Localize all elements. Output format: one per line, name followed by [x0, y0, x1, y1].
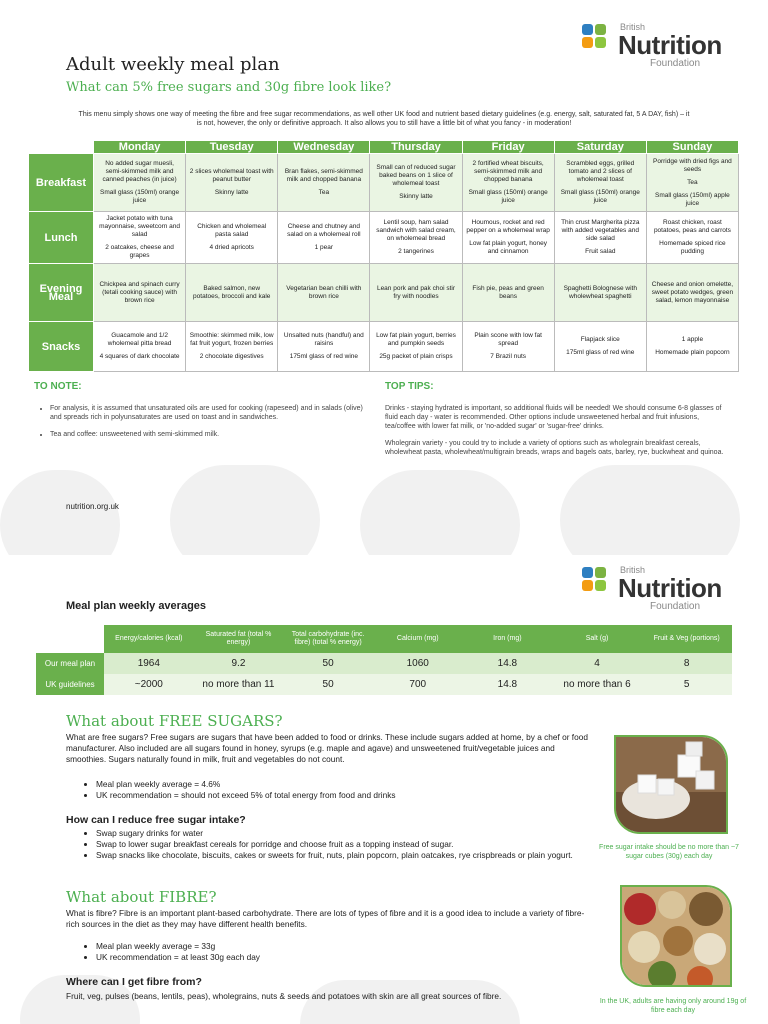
meal-cell — [646, 322, 738, 372]
meal-extra: 2 chocolate digestives — [199, 353, 264, 360]
fibre-caption: In the UK, adults are having only around 19g of fibre each day — [599, 998, 747, 1014]
meal-cell — [278, 154, 370, 212]
meal-extra: 1 pear — [314, 244, 334, 251]
fibre-heading: What about FIBRE? — [66, 888, 217, 906]
bnf-logo: British Nutrition Foundation — [582, 24, 742, 74]
free-sugars-text: What are free sugars? Free sugars are sugars that have been added to food or drinks. These include sugars added at home, by a chef or food manufacturer. Also included are all sugars found in honey, syrups (e.g. maple and agave) and unsweetened fruit/vegetable juices and smoothies. Sugars naturally found in milk, fruit and vegetables do not count. — [66, 732, 588, 764]
meal-main: Jacket potato with tuna mayonnaise, sweetcorn and salad — [99, 215, 181, 238]
meal-cell — [646, 212, 738, 264]
table-cell: 5 — [642, 674, 732, 695]
meal-extra: 2 oatcakes, cheese and grapes — [105, 244, 174, 259]
meal-extra: Low fat plain yogurt, honey and cinnamon — [469, 240, 547, 255]
meal-row — [29, 264, 739, 322]
table-cell: 50 — [283, 674, 373, 695]
meal-cell — [462, 322, 554, 372]
tip-text: Drinks - staying hydrated is important, so additional fluids will be needed! We should consume 6-8 glasses of fluid each day - water is recommended. Other options include unsweetened herbal and fruit infusions, tea/coffee with lower fat milk, or 'no-added sugar' or 'sugar-free' drinks. — [385, 405, 722, 430]
list-item: • Swap sugary drinks for water — [96, 828, 606, 839]
table-cell: 14.8 — [463, 674, 553, 695]
table-cell: 8 — [642, 653, 732, 675]
meal-cell — [278, 212, 370, 264]
meal-main: 2 slices wholemeal toast with peanut butter — [189, 168, 274, 183]
reduce-sugar-bullets — [82, 828, 606, 861]
bnf-logo: British Nutrition Foundation — [582, 567, 742, 617]
column-header: Total carbohydrate (inc. fibre) (total % energy) — [283, 626, 373, 653]
meal-main: Spaghetti Bolognese with wholewheat spaghetti — [563, 284, 637, 300]
meal-cell — [186, 264, 278, 322]
meal-extra: Fruit salad — [585, 248, 616, 255]
meal-label: Lunch — [29, 212, 94, 264]
meal-main: Cheese and onion omelette, sweet potato wedges, green salad, lemon mayonnaise — [651, 280, 734, 304]
column-header: Salt (g) — [552, 626, 642, 653]
meal-cell — [94, 212, 186, 264]
meal-row — [29, 322, 739, 372]
list-item: • Meal plan weekly average = 4.6% — [96, 779, 606, 790]
day-header: Thursday — [370, 141, 462, 154]
day-header-row — [29, 141, 739, 154]
meal-main: Chicken and wholemeal pasta salad — [197, 223, 267, 238]
meal-extra: 175ml glass of red wine — [566, 349, 635, 356]
meal-plan-table — [28, 140, 739, 372]
fibre-bullets — [82, 941, 606, 963]
meal-main: Scrambled eggs, grilled tomato and 2 slices of wholemeal toast — [566, 160, 635, 183]
list-item: • UK recommendation = should not exceed 5% of total energy from food and drinks — [96, 790, 606, 801]
meal-cell — [94, 154, 186, 212]
day-header: Wednesday — [278, 141, 370, 154]
background-watermark — [0, 470, 120, 555]
meal-extra: 2 tangerines — [398, 248, 434, 255]
meal-main: Fish pie, peas and green beans — [472, 284, 544, 300]
list-item: • UK recommendation = at least 30g each day — [96, 952, 606, 963]
meal-main: Lentil soup, ham salad sandwich with salad cream, on wholemeal bread — [376, 219, 456, 242]
table-cell: 14.8 — [463, 653, 553, 675]
meal-main: Cheese and chutney and salad on a wholemeal roll — [287, 223, 361, 238]
to-note-list — [38, 404, 374, 447]
to-note-heading: TO NOTE: — [34, 381, 82, 392]
meal-cell — [370, 264, 462, 322]
meal-cell — [186, 154, 278, 212]
meal-main: 1 apple — [681, 336, 704, 343]
meal-extra: 175ml glass of red wine — [289, 353, 358, 360]
meal-extra: Small glass (150ml) orange juice — [100, 189, 180, 204]
free-sugars-bullets — [82, 779, 606, 801]
list-item: • Meal plan weekly average = 33g — [96, 941, 606, 952]
table-cell: ~2000 — [104, 674, 194, 695]
day-header: Friday — [462, 141, 554, 154]
website-link[interactable]: nutrition.org.uk — [66, 502, 119, 511]
meal-main: No added sugar muesli, semi-skimmed milk and canned peaches (in juice) — [102, 160, 177, 183]
sugar-cubes-image — [614, 735, 728, 834]
meal-cell — [370, 212, 462, 264]
meal-main: 2 fortified wheat biscuits, semi-skimmed milk and chopped banana — [472, 160, 544, 183]
meal-main: Houmous, rocket and red pepper on a wholemeal wrap — [466, 219, 550, 234]
meal-cell — [646, 154, 738, 212]
table-cell: 50 — [283, 653, 373, 675]
table-row — [36, 674, 732, 695]
meal-extra: Skinny latte — [399, 193, 433, 200]
fibre-foods-image — [620, 885, 732, 987]
meal-cell — [278, 322, 370, 372]
meal-main: Baked salmon, new potatoes, broccoli and kale — [193, 284, 271, 300]
fibre-sources-text: Fruit, veg, pulses (beans, lentils, peas), wholegrains, nuts & seeds and potatoes with skin are all great sources of fibre. — [66, 991, 502, 1001]
averages-title: Meal plan weekly averages — [66, 600, 207, 612]
background-watermark — [560, 465, 740, 555]
top-tips-heading: TOP TIPS: — [385, 381, 434, 392]
meal-main: Small can of reduced sugar baked beans on 1 slice of wholemeal toast — [376, 164, 456, 187]
meal-label: Breakfast — [29, 154, 94, 212]
meal-main: Low fat plain yogurt, berries and pumpkin seeds — [376, 332, 456, 347]
top-tips — [385, 404, 730, 465]
meal-cell — [554, 212, 646, 264]
list-item: • Swap to lower sugar breakfast cereals for porridge and choose fruit as a topping instead of sugar. — [96, 839, 606, 850]
day-header: Tuesday — [186, 141, 278, 154]
meal-cell — [370, 154, 462, 212]
column-header: Saturated fat (total % energy) — [194, 626, 284, 653]
table-cell: 700 — [373, 674, 463, 695]
meal-cell — [278, 264, 370, 322]
meal-extra: Small glass (150ml) orange juice — [560, 189, 640, 204]
meal-main: Chickpea and spinach curry (tetali cooking sauce) with brown rice — [99, 280, 180, 304]
table-cell: 9.2 — [194, 653, 284, 675]
meal-main: Lean pork and pak choi stir fry with noodles — [376, 284, 456, 300]
page-2 — [0, 555, 768, 1024]
column-header: Fruit & Veg (portions) — [642, 626, 732, 653]
meal-cell — [94, 264, 186, 322]
table-cell: 1060 — [373, 653, 463, 675]
meal-extra: 7 Brazil nuts — [490, 353, 527, 360]
meal-cell — [370, 322, 462, 372]
meal-row — [29, 154, 739, 212]
row-label: UK guidelines — [36, 674, 104, 695]
meal-cell — [462, 154, 554, 212]
list-item: • Swap snacks like chocolate, biscuits, cakes or sweets for fruit, nuts, plain popcorn, plain oatcakes, rye crispbreads or plain yogurt. — [96, 850, 606, 861]
meal-cell — [186, 322, 278, 372]
column-header: Calcium (mg) — [373, 626, 463, 653]
fibre-sources-heading: Where can I get fibre from? — [66, 976, 202, 988]
meal-main: Vegetarian bean chilli with brown rice — [286, 284, 362, 300]
meal-extra: Tea — [318, 189, 330, 196]
meal-extra: Tea — [687, 178, 698, 186]
table-cell: no more than 6 — [552, 674, 642, 695]
tip-text: Wholegrain variety - you could try to include a variety of options such as wholegrain breakfast cereals, wholewheat pasta, wholewheat/multigrain breads, wraps and bagels oats, barley, rye, buckwheat and quinoa. — [385, 440, 724, 456]
day-header: Sunday — [646, 141, 738, 154]
table-cell: 1964 — [104, 653, 194, 675]
meal-cell — [554, 264, 646, 322]
meal-main: Guacamole and 1/2 wholemeal pitta bread — [107, 332, 172, 347]
intro-text: This menu simply shows one way of meeting the fibre and free sugar recommendations, as well other UK food and nutrient based dietary guidelines (e.g. energy, salt, saturated fat, 5 A DAY, fish) – it is not, however, the only or definitive approach. It also allows you to still have a little bit of what you fancy - in moderation! — [78, 111, 690, 127]
fibre-text: What is fibre? Fibre is an important plant-based carbohydrate. There are lots of types of fibre and it is a good idea to include a variety of fibre-rich sources in the diet as they may have different health benefits. — [66, 908, 585, 929]
meal-extra: Skinny latte — [214, 189, 249, 196]
table-cell: 4 — [552, 653, 642, 675]
background-watermark — [300, 980, 520, 1024]
meal-extra: Small glass (150ml) orange juice — [468, 189, 548, 204]
meal-cell — [94, 322, 186, 372]
background-watermark — [170, 465, 320, 555]
table-cell: no more than 11 — [194, 674, 284, 695]
free-sugars-heading: What about FREE SUGARS? — [66, 712, 283, 730]
meal-cell — [554, 322, 646, 372]
meal-label: Snacks — [29, 322, 94, 372]
meal-main: Porridge with dried figs and seeds — [653, 157, 732, 173]
meal-main: Bran flakes, semi-skimmed milk and chopped banana — [284, 168, 363, 183]
meal-extra: 4 dried apricots — [209, 244, 254, 251]
meal-cell — [462, 264, 554, 322]
meal-cell — [646, 264, 738, 322]
meal-row — [29, 212, 739, 264]
averages-table — [36, 625, 732, 695]
page-subtitle: What can 5% free sugars and 30g fibre look like? — [66, 80, 392, 95]
meal-main: Plain scone with low fat spread — [474, 332, 542, 347]
meal-main: Unsalted nuts (handful) and raisins — [283, 332, 364, 347]
reduce-sugar-heading: How can I reduce free sugar intake? — [66, 814, 246, 826]
meal-cell — [462, 212, 554, 264]
meal-extra: Homemade plain popcorn — [655, 349, 730, 356]
meal-label: Evening Meal — [29, 264, 94, 322]
day-header: Saturday — [554, 141, 646, 154]
list-item: • Tea and coffee: unsweetened with semi-skimmed milk. — [50, 430, 374, 439]
column-header: Energy/calories (kcal) — [104, 626, 194, 653]
list-item: • For analysis, it is assumed that unsaturated oils are used for cooking (rapeseed) and in salads (olive) and spreads rich in polyunsaturates are used on toast and in sandwiches. — [50, 404, 374, 422]
meal-cell — [186, 212, 278, 264]
meal-main: Smoothie: skimmed milk, low fat fruit yogurt, frozen berries — [189, 332, 274, 347]
meal-main: Roast chicken, roast potatoes, peas and carrots — [653, 219, 731, 234]
meal-extra: Small glass (150ml) apple juice — [655, 191, 730, 207]
meal-main: Flapjack slice — [580, 336, 620, 343]
sugar-caption: Free sugar intake should be no more than ~7 sugar cubes (30g) each day — [599, 844, 739, 860]
meal-extra: 25g packet of plain crisps — [379, 353, 453, 360]
table-row — [36, 653, 732, 675]
day-header: Monday — [94, 141, 186, 154]
page-title: Adult weekly meal plan — [66, 54, 280, 75]
meal-extra: 4 squares of dark chocolate — [99, 353, 180, 360]
meal-main: Thin crust Margherita pizza with added vegetables and side salad — [561, 219, 640, 242]
background-watermark — [360, 470, 520, 555]
column-header: Iron (mg) — [463, 626, 553, 653]
meal-cell — [554, 154, 646, 212]
row-label: Our meal plan — [36, 653, 104, 675]
meal-extra: Homemade spiced rice pudding — [659, 240, 726, 255]
